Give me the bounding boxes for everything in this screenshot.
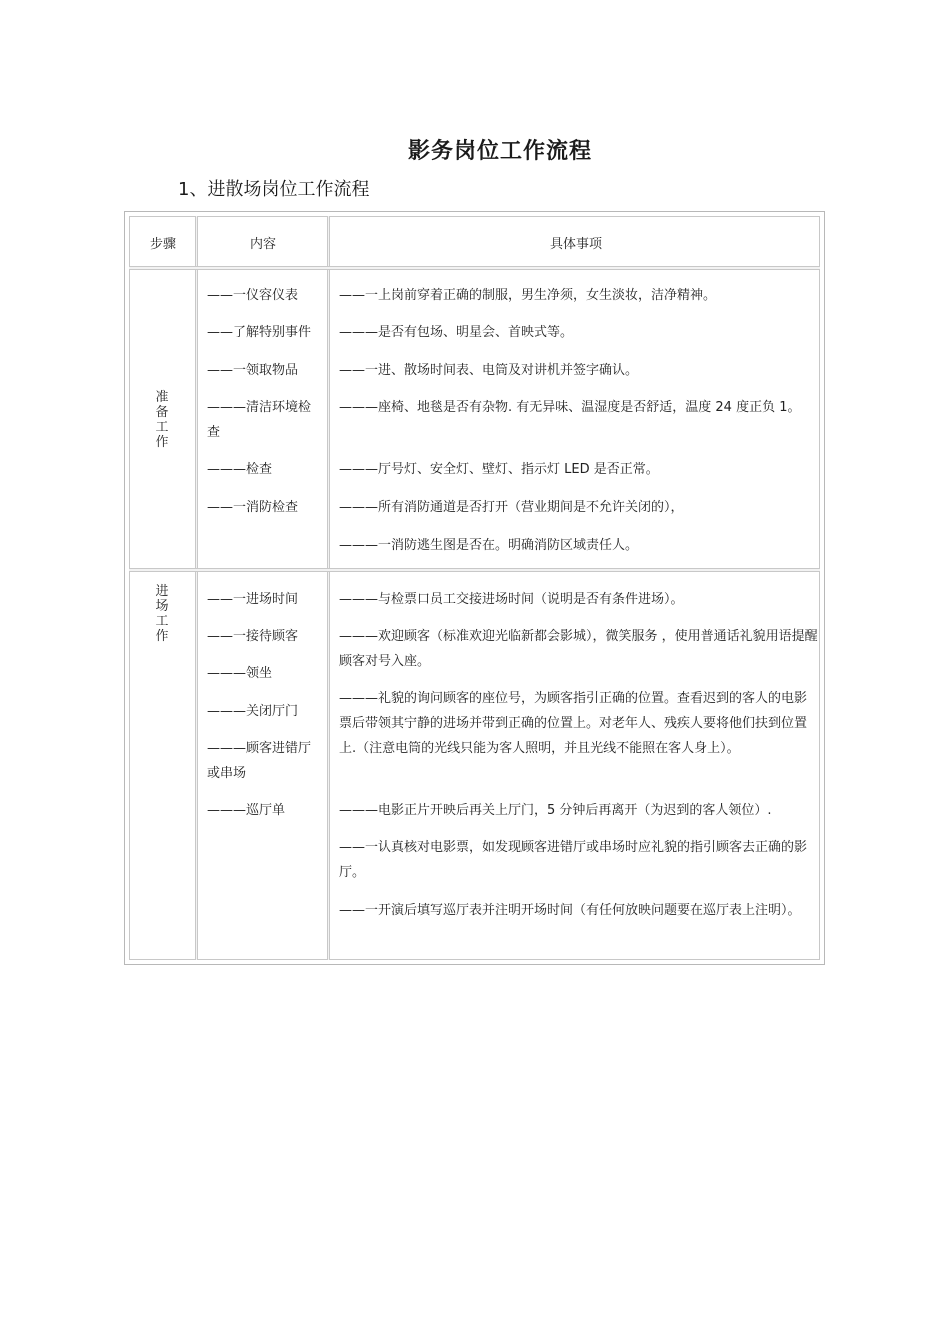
content-item: ——一领取物品 [207, 363, 299, 378]
content-item: ——一进场时间 [207, 592, 299, 607]
detail-item: ——一上岗前穿着正确的制服，男生净须，女生淡妆，洁净精神。 [339, 288, 717, 303]
detail-item: ———是否有包场、明星会、首映式等。 [339, 325, 574, 340]
header-content: 内容 [249, 237, 276, 252]
content-item: ——了解特别事件 [207, 325, 312, 340]
detail-item: ——一开演后填写巡厅表并注明开场时间（有任何放映问题要在巡厅表上注明）。 [339, 903, 801, 918]
content-item: ———检查 [207, 462, 273, 477]
detail-item: ——一认真核对电影票，如发现顾客进错厅或串场时应礼貌的指引顾客去正确的影厅。 [339, 840, 808, 880]
content-item: ——一仪容仪表 [207, 288, 299, 303]
detail-item: ———与检票口员工交接进场时间（说明是否有条件进场）。 [339, 592, 684, 607]
workflow-table [124, 211, 825, 965]
detail-item: ———一消防逃生图是否在。明确消防区域责任人。 [339, 538, 639, 553]
step-preparation: 准备工作 [155, 390, 169, 450]
detail-item: ———礼貌的询问顾客的座位号，为顾客指引正确的位置。查看迟到的客人的电影票后带领其宁静的进场并带到正确的位置上。对老年人、残疾人要将他们扶到位置上.（注意电筒的光线只能为客人照明，并且光线不能照在客人身上）。 [339, 691, 808, 756]
content-item: ——一接待顾客 [207, 629, 299, 644]
content-item: ———领坐 [207, 666, 273, 681]
detail-item: ———厅号灯、安全灯、壁灯、指示灯 LED 是否正常。 [339, 462, 659, 477]
section-divider [129, 568, 820, 572]
detail-item: ———座椅、地毯是否有杂物. 有无异味、温湿度是否舒适，温度 24 度正负 1。 [339, 400, 801, 415]
column-divider-2 [327, 216, 330, 960]
header-step: 步骤 [149, 237, 176, 252]
detail-item: ——一进、散场时间表、电筒及对讲机并签字确认。 [339, 363, 639, 378]
section-heading: 1、进散场岗位工作流程 [178, 179, 370, 200]
detail-item: ———电影正片开映后再关上厅门，5 分钟后再离开（为迟到的客人领位）. [339, 803, 772, 818]
content-item: ——一消防检查 [207, 500, 299, 515]
content-item: ———清洁环境检查 [207, 400, 312, 440]
header-divider [129, 266, 820, 270]
content-item: ———巡厅单 [207, 803, 286, 818]
header-details: 具体事项 [549, 237, 602, 252]
document-title: 影务岗位工作流程 [407, 139, 592, 164]
detail-item: ———欢迎顾客（标准欢迎光临新都会影城），微笑服务 ，使用普通话礼貌用语提醒顾客对号入座。 [339, 629, 818, 669]
column-divider-1 [195, 216, 198, 960]
step-entry: 进场工作 [155, 584, 169, 644]
content-item: ———关闭厅门 [207, 704, 299, 719]
content-item: ———顾客进错厅或串场 [207, 741, 312, 781]
detail-item: ———所有消防通道是否打开（营业期间是不允许关闭的）， [339, 500, 684, 515]
